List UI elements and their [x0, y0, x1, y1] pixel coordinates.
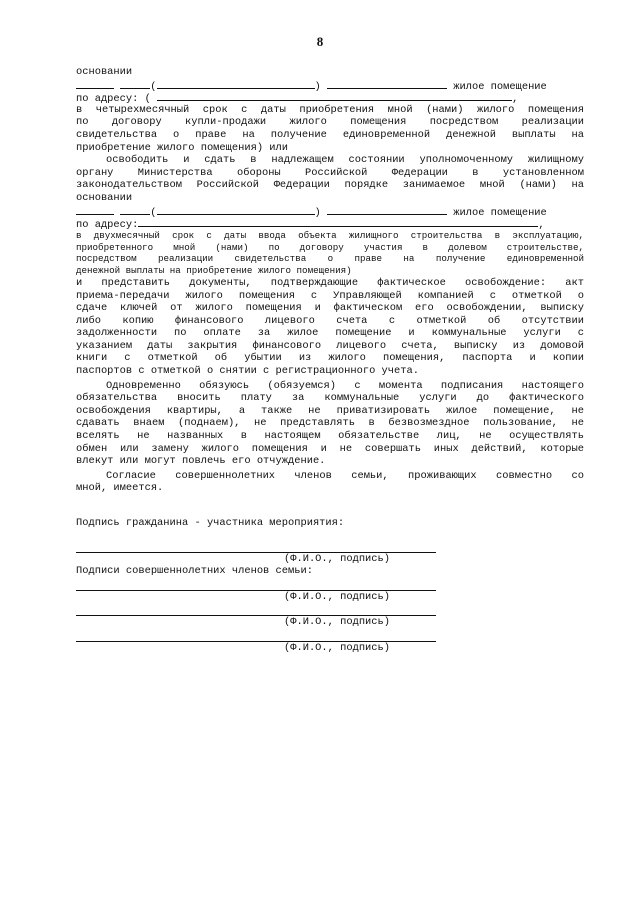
text-line: сдавать внаем (поднаем), не представлять в безвозмездное пользование, не: [76, 417, 584, 430]
text-line: книги с отметкой об убытии из жилого помещения, паспорта и копии: [76, 352, 584, 365]
text-line: в двухмесячный срок с даты ввода объекта жилищного строительства в эксплуатацию,: [76, 229, 584, 241]
text-line: обмен или замену жилого помещения и не совершать иных действий, которые: [76, 442, 584, 455]
text-line: Согласие совершеннолетних членов семьи, проживающих совместно со: [106, 469, 584, 482]
signature-caption: (Ф.И.О., подпись): [284, 641, 391, 654]
text-line: приема-передачи жилого помещения с Управляющей компанией с отметкой о: [76, 289, 584, 302]
text-line: влекут или могут повлечь его отчуждение.: [76, 455, 326, 468]
fill-in-row-1: ( ) жилое помещение: [76, 79, 584, 92]
paragraph-2: [76, 154, 584, 204]
text-line: по договору купли-продажи жилого помещения посредством реализации: [76, 116, 584, 129]
address-row-1: по адресу: ( ,: [76, 93, 519, 106]
text-line: посредством реализации свидетельства о праве на получение единовременной: [76, 253, 584, 265]
family-signature-line-1[interactable]: [76, 580, 436, 591]
signature-caption: (Ф.И.О., подпись): [284, 616, 391, 629]
text-line: законодательством Российской Федерации порядке занимаемое мной (нами) на: [76, 179, 584, 192]
text-line: паспортов с отметкой о снятии с регистрационного учета.: [76, 365, 419, 378]
family-signature-line-2[interactable]: [76, 605, 436, 616]
text-line: указанием даты закрытия финансового лицевого счета, выписку из домовой: [76, 339, 584, 352]
basis-label: основании: [76, 66, 133, 78]
text-line: приобретенного мной (нами) по договору участия в долевом строительстве,: [76, 241, 584, 253]
family-signatures-label: Подписи совершеннолетних членов семьи:: [76, 565, 313, 578]
living-space-label: жилое помещение: [453, 206, 547, 219]
text-line: основании: [76, 191, 133, 204]
text-line: органу Министерства обороны Российской Федерации в установленном: [76, 166, 584, 179]
signature-caption: (Ф.И.О., подпись): [284, 590, 391, 603]
document-body: [76, 66, 584, 655]
citizen-signature-line[interactable]: [76, 542, 436, 553]
living-space-label: жилое помещение: [453, 80, 547, 93]
signature-caption: (Ф.И.О., подпись): [284, 552, 391, 565]
text-line: освобождения квартиры, а также не приватизировать жилое помещение, не: [76, 404, 584, 417]
text-line: либо копию финансового лицевого счета с отметкой об отсутствии: [76, 314, 584, 327]
address-row-2: по адресу: ,: [76, 219, 545, 232]
text-line: мной, имеется.: [76, 482, 164, 495]
family-signature-line-3[interactable]: [76, 631, 436, 642]
paragraph-1: [76, 104, 584, 154]
text-line: приобретение жилого помещения) или: [76, 141, 289, 154]
text-line: Одновременно обязуюсь (обязуемся) с момента подписания настоящего: [106, 379, 584, 392]
text-line: денежной выплаты на приобретение жилого помещения): [76, 265, 352, 277]
text-line: сдаче ключей от жилого помещения и фактическом его освобождении, выписку: [76, 302, 584, 315]
text-line: задолженности по оплате за жилое помещение и коммунальные услуги с: [76, 327, 584, 340]
fill-in-row-2: ( ) жилое помещение: [76, 205, 584, 218]
text-line: в четырехмесячный срок с даты приобретения мной (нами) жилого помещения: [76, 103, 584, 116]
text-line: свидетельства о праве на получение единовременной денежной выплаты на: [76, 128, 584, 141]
page-number: 8: [316, 34, 324, 49]
paragraph-5: [76, 470, 584, 495]
text-line: вселять не названных в настоящем обязательстве лиц, не осуществлять: [76, 430, 584, 443]
paragraph-4: [76, 380, 584, 468]
text-line: обязательства вносить плату за коммунальные услуги до фактического: [76, 392, 584, 405]
text-line: и представить документы, подтверждающие фактическое освобождение: акт: [76, 276, 584, 289]
citizen-signature-label: Подпись гражданина - участника мероприятия:: [76, 517, 345, 529]
paragraph-3: [76, 277, 584, 378]
paragraph-2-note: [76, 230, 584, 277]
text-line: освободить и сдать в надлежащем состоянии уполномоченному жилищному: [106, 154, 584, 167]
